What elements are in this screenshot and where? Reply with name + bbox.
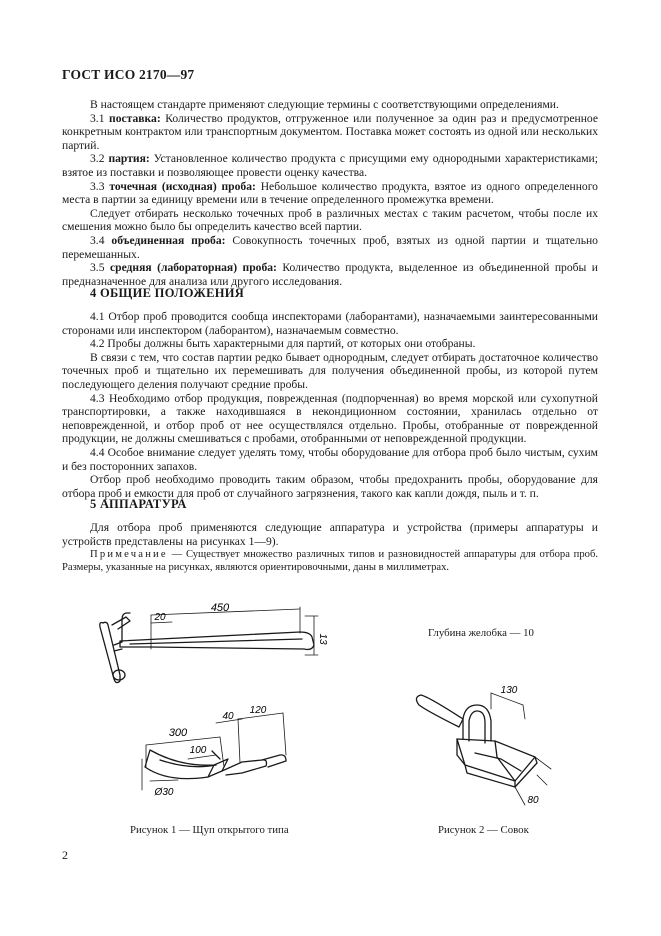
dim-20-label: 20 [154,612,166,623]
term-definition: Количество продуктов, отгруженное или полученное за один раз и предусмотренное конкретным контрактом или транспортным документом. Поставка может состоять из одной или нескольких партий. [62,111,598,152]
paragraph-4-4-cont: Отбор проб необходимо проводить таким образом, чтобы предохранить пробы, оборудование для отбора проб и емкости для проб от случайного загрязнения, такого как капли дождя, пыль и т. п. [62,473,598,500]
term-name: объединенная проба: [111,233,226,247]
figure-2-caption: Рисунок 2 — Совок [438,824,529,836]
figure-1-drawing [90,595,330,810]
dim-d30-line [150,780,178,781]
dim-120-label: 120 [249,705,267,716]
figure-2-drawing [405,675,565,810]
term-3-5 [62,261,598,288]
document-code: ГОСТ ИСО 2170—97 [62,67,195,82]
term-3-3 [62,180,598,207]
paragraph-4-1: 4.1 Отбор проб проводится сообща инспекторами (лаборантами), назначаемыми заинтересованными сторонами или инспектором (лаборантом), назначаемым совместно. [62,310,598,337]
term-3-1 [62,112,598,153]
term-3-3-note: Следует отбирать несколько точечных проб в различных местах с таким расчетом, чтобы после их смешения можно было бы определить качество всей партии. [62,206,598,234]
dim-130-label: 130 [500,685,518,696]
term-definition: Количество продукта, выделенное из объединенной пробы и предназначенное для анализа или другого исследования. [62,261,598,288]
section-5-title: 5 АППАРАТУРА [90,497,187,511]
dim-d30-label: Ø30 [154,787,174,798]
paragraph-5-intro: Для отбора проб применяются следующие аппаратура и устройства (примеры аппаратуры и устройств представлены на рисунках 1—9). [62,521,598,548]
term-3-4 [62,234,598,261]
term-name: партия: [108,152,150,166]
dim-450-label: 450 [210,602,230,614]
dim-300-label: 300 [168,727,188,739]
paragraph-4-4: 4.4 Особое внимание следует уделять тому, чтобы оборудование для отбора проб было чистым, сухим и без посторонних запахов. [62,445,598,473]
terms-intro: В настоящем стандарте применяют следующие термины с соответствующими определениями. [90,98,559,111]
term-definition: Установленное количество продукта с присущими ему однородными характеристиками; взятое из поставки и позволяющее провести оценку качества. [62,152,598,179]
figure-1-caption: Рисунок 1 — Щуп открытого типа [130,824,289,836]
dim-13-label: 13 [317,633,328,645]
paragraph-4-2: 4.2 Пробы должны быть характерными для партий, от которых они отобраны. [90,337,476,351]
note-label: Примечание [90,549,168,560]
dim-40-label: 40 [222,711,234,722]
term-name: точечная (исходная) проба: [109,179,256,193]
section-4-title: 4 ОБЩИЕ ПОЛОЖЕНИЯ [90,286,245,300]
note-block [62,548,598,574]
probe-collar [222,760,267,775]
term-name: средняя (лабораторная) проба: [109,261,277,275]
term-number: 3.3 [90,179,105,193]
section-4-body [62,310,598,500]
term-3-2 [62,152,598,179]
figure-2-depth-note: Глубина желобка — 10 [428,627,534,639]
dim-80-label: 80 [527,795,539,806]
note-text: — Существует множество различных типов и разновидностей аппаратуры для отбора проб. Размеры, указанные на рисунках, являются ориентировочными, даны в миллиметрах. [62,549,598,573]
paragraph-4-3: 4.3 Необходимо отбор продукция, поврежденная (подпорченная) во время морской или сухопутной транспортировки, а также находившаяся в некондиционном состоянии, хранилась отдельно от неповрежденной, и отбор проб от нее осуществлялся отдельно. Пробы, отобранные от поврежденной продукции, не должны смешиваться с пробами, отобранными от неповрежденной продукции. [62,391,598,446]
page-number: 2 [62,848,68,862]
term-definition: Небольшое количество продукта, взятое из одного определенного места в партии за единицу времени или в течение определенного промежутка времени. [62,179,598,207]
term-number: 3.4 [90,233,105,247]
term-name: поставка: [109,111,161,125]
term-number: 3.2 [90,152,105,166]
scoop-handle [416,695,463,727]
term-definition: Совокупность точечных проб, взятых из одной партии и тщательно перемешанных. [62,233,598,261]
terms-section [62,98,598,288]
dim-100-label: 100 [189,745,207,756]
term-number: 3.1 [90,111,105,125]
probe-body-top-view [120,632,314,650]
probe-handle-stub [112,617,130,629]
section-5-body [62,521,598,548]
paragraph-4-2-cont: В связи с тем, что состав партии редко бывает однородным, следует отбирать достаточное количество точечных проб и тщательно их перемешивать для получения объединенной пробы, из которой путем последующего деления получают средние пробы. [62,350,598,391]
probe-t-handle [100,622,120,682]
term-number: 3.5 [90,261,105,275]
